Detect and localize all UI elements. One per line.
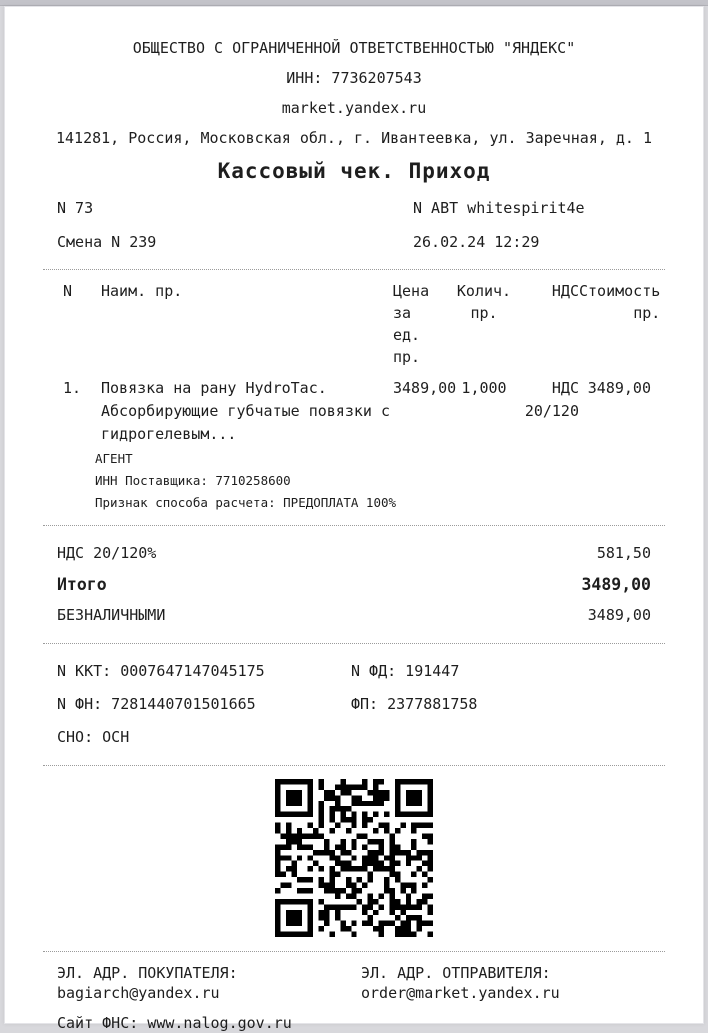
cashless-value: 3489,00: [587, 606, 651, 624]
separator: [43, 269, 665, 270]
item-name: Повязка на рану HydroTac. Абсорбирующие губчатые повязки с гидрогелевым...: [101, 379, 390, 443]
item-block: [57, 377, 651, 512]
qr-code: [275, 779, 433, 937]
receipt-title: Кассовый чек. Приход: [217, 159, 491, 183]
buyer-email-block: [57, 963, 361, 1003]
fp-number: ФП: 2377881758: [351, 695, 478, 713]
item-vat: НДС 20/120: [524, 379, 579, 420]
col-name: Наим. пр.: [101, 282, 183, 300]
kkt-number: N ККТ: 0007647147045175: [57, 662, 265, 680]
receipt-page: [4, 6, 704, 1032]
shift-number: Смена N 239: [57, 233, 157, 251]
buyer-email-label: ЭЛ. АДР. ПОКУПАТЕЛЯ:: [57, 964, 238, 982]
col-price: Цена за ед. пр.: [393, 282, 430, 366]
sno-type: СНО: ОСН: [57, 728, 130, 746]
separator: [43, 765, 665, 766]
col-num: N: [63, 282, 73, 300]
item-total: 3489,00: [587, 379, 651, 397]
separator: [43, 951, 665, 952]
col-qty: Колич. пр.: [456, 282, 512, 322]
receipt-datetime: 26.02.24 12:29: [413, 233, 540, 251]
totals-section: [57, 538, 651, 631]
separator: [43, 525, 665, 526]
org-inn: ИНН: 7736207543: [286, 69, 422, 87]
fn-number: N ФН: 7281440701501665: [57, 695, 256, 713]
grand-total-label: Итого: [57, 575, 107, 594]
items-table-header: [57, 280, 661, 368]
item-row: [57, 377, 651, 446]
vat-total-row: [57, 538, 651, 569]
item-supplier-inn: ИНН Поставщика: 7710258600: [95, 473, 291, 488]
item-number: 1.: [63, 379, 82, 397]
cashless-label: БЕЗНАЛИЧНЫМИ: [57, 606, 166, 624]
separator: [43, 643, 665, 644]
vat-total-value: 581,50: [596, 544, 651, 562]
item-payment-attribute: Признак способа расчета: ПРЕДОПЛАТА 100%: [95, 495, 397, 510]
fns-site: Сайт ФНС: www.nalog.gov.ru: [57, 1014, 292, 1032]
item-price: 3489,00: [393, 379, 457, 397]
qr-section: [57, 779, 651, 937]
grand-total-value: 3489,00: [581, 575, 651, 594]
buyer-email: bagiarch@yandex.ru: [57, 984, 220, 1002]
fd-number: N ФД: 191447: [351, 662, 460, 680]
sender-email-label: ЭЛ. АДР. ОТПРАВИТЕЛЯ:: [361, 964, 551, 982]
receipt-meta: [57, 191, 651, 259]
sender-email-block: [361, 963, 560, 1003]
receipt-header: [57, 33, 651, 187]
grand-total-row: [57, 569, 651, 600]
col-vat: НДС: [551, 282, 579, 300]
item-qty: 1,000: [461, 379, 507, 397]
cashless-row: [57, 600, 651, 631]
receipt-footer: [57, 963, 651, 1033]
col-total: Стоимость пр.: [579, 282, 661, 322]
fiscal-registration: [57, 655, 651, 754]
vat-total-label: НДС 20/120%: [57, 544, 157, 562]
org-address: 141281, Россия, Московская обл., г. Ивантеевка, ул. Заречная, д. 1: [55, 129, 653, 147]
org-site: market.yandex.ru: [281, 99, 427, 117]
org-name: ОБЩЕСТВО С ОГРАНИЧЕННОЙ ОТВЕТСТВЕННОСТЬЮ "ЯНДЕКС": [132, 39, 576, 57]
sender-email: order@market.yandex.ru: [361, 984, 560, 1002]
receipt-number: N 73: [57, 199, 94, 217]
kkt-automat: N АВТ whitespirit4e: [413, 199, 585, 217]
item-agent: АГЕНТ: [95, 451, 133, 466]
